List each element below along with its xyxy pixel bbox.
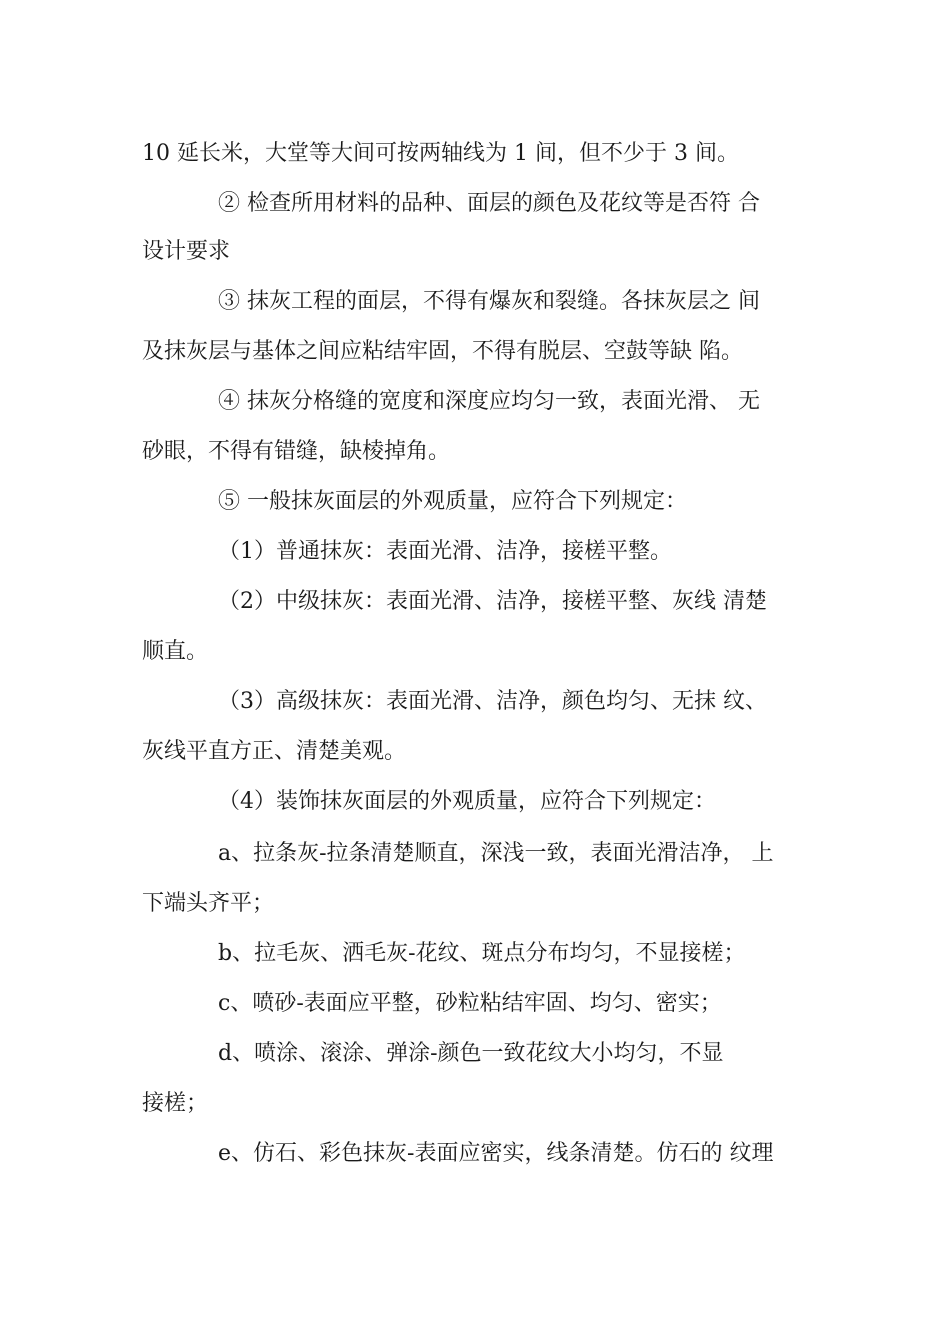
text-line-6: ④ 抹灰分格缝的宽度和深度应均匀一致，表面光滑、 无	[218, 389, 760, 414]
text-line-21: e、仿石、彩色抹灰-表面应密实，线条清楚。仿石的 纹理	[218, 1141, 774, 1166]
text-line-10: （2）中级抹灰：表面光滑、洁净，接槎平整、灰线 清楚	[218, 589, 767, 614]
text-line-2: ② 检查所用材料的品种、面层的颜色及花纹等是否符 合	[218, 191, 760, 216]
text-line-15: a、拉条灰-拉条清楚顺直，深浅一致，表面光滑洁净， 上	[218, 841, 774, 866]
text-line-3: 设计要求	[142, 239, 231, 264]
text-line-9: （1）普通抹灰：表面光滑、洁净，接槎平整。	[218, 539, 672, 564]
text-line-1: 10 延长米，大堂等大间可按两轴线为 1 间，但不少于 3 间。	[142, 141, 739, 166]
text-line-14: （4）装饰抹灰面层的外观质量，应符合下列规定：	[218, 789, 716, 814]
text-line-8: ⑤ 一般抹灰面层的外观质量，应符合下列规定：	[218, 489, 687, 514]
text-line-20: 接槎；	[142, 1091, 209, 1116]
text-line-12: （3）高级抹灰：表面光滑、洁净，颜色均匀、无抹 纹、	[218, 689, 767, 714]
text-line-11: 顺直。	[142, 639, 209, 664]
text-line-17: b、拉毛灰、洒毛灰-花纹、斑点分布均匀，不显接槎；	[218, 941, 746, 966]
text-line-19: d、喷涂、滚涂、弹涂-颜色一致花纹大小均匀，不显	[218, 1041, 724, 1066]
text-line-13: 灰线平直方正、清楚美观。	[142, 739, 407, 764]
text-line-18: c、喷砂-表面应平整，砂粒粘结牢固、均匀、密实；	[218, 991, 722, 1016]
text-line-4: ③ 抹灰工程的面层，不得有爆灰和裂缝。各抹灰层之 间	[218, 289, 760, 314]
text-line-5: 及抹灰层与基体之间应粘结牢固，不得有脱层、空鼓等缺 陷。	[142, 339, 743, 364]
text-line-7: 砂眼，不得有错缝，缺棱掉角。	[142, 439, 451, 464]
text-line-16: 下端头齐平；	[142, 891, 275, 916]
